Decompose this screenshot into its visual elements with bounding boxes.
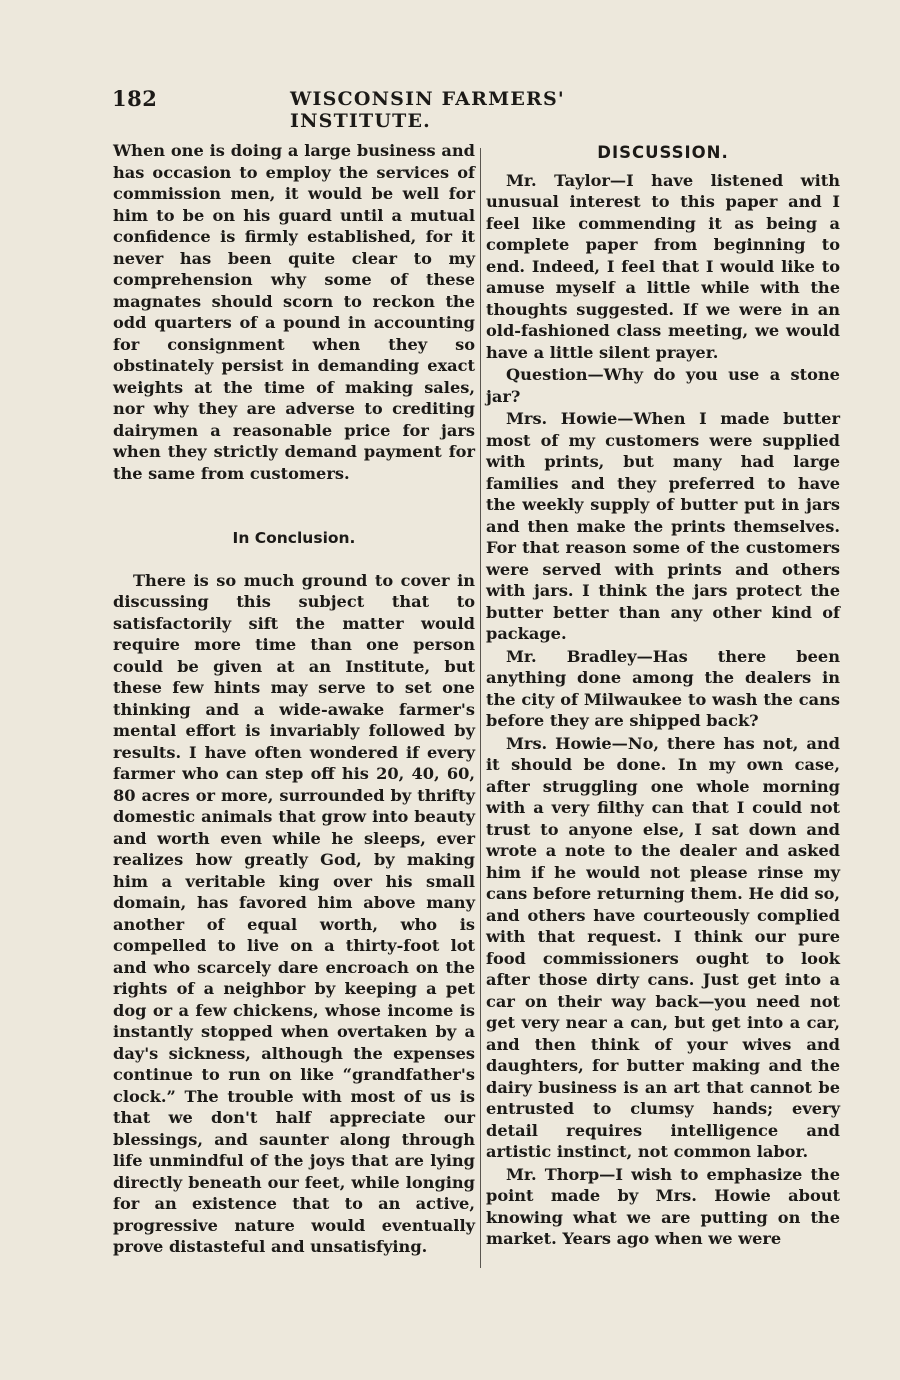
left-column [113, 140, 475, 1258]
page-number: 182 [112, 86, 158, 111]
page-header [112, 86, 672, 132]
discussion-heading: DISCUSSION. [597, 143, 729, 162]
discussion-paragraph: Mr. Taylor—I have listened with unusual interest to this paper and I feel like commending it as being a complete paper from beginning to end. Indeed, I feel that I would like to amuse myself a little while with the thoughts suggested. If we were in an old-fashioned class meeting, we would have a little silent prayer. [486, 170, 840, 362]
conclusion-paragraph: There is so much ground to cover in discussing this subject that to satisfactorily sift the matter would require more time than one person could be given at an Institute, but these few hints may serve to set one thinking and a wide-awake farmer's mental effort is invariably followed by results. I have often wondered if every farmer who can step off his 20, 40, 60, 80 acres or more, surrounded by thrifty domestic animals that grow into beauty and worth even while he sleeps, ever realizes how greatly God, by making him a veritable king over his small domain, has favored him above many another of equal worth, who is compelled to live on a thirty-foot lot and who scarcely dare encroach on the rights of a neighbor by keeping a pet dog or a few chickens, whose income is instantly stopped when overtaken by a day's sickness, although the expenses continue to run on like “grandfather's clock.” The trouble with most of us is that we don't half appreciate our blessings, and saunter along through life unmindful of the joys that are lying directly beneath our feet, while longing for an existence that to an active, progressive nature would eventually prove distasteful and unsatisfying. [113, 570, 475, 1256]
opening-paragraph: When one is doing a large business and has occasion to employ the services of commission men, it would be well for him to be on his guard until a mutual confidence is firmly established, for it never has been quite clear to my comprehension why some of these magnates should scorn to reckon the odd quarters of a pound in accounting for consignment when they so obstinately persist in demanding exact weights at the time of making sales, nor why they are adverse to crediting dairymen a reasonable price for jars when they strictly demand payment for the same from customers. [113, 141, 475, 483]
discussion-paragraph: Mrs. Howie—When I made butter most of my customers were supplied with prints, but many had large families and they preferred to have the weekly supply of butter put in jars and then make the prints themselves. For that reason some of the customers were served with prints and others with jars. I think the jars protect the butter better than any other kind of package. [486, 409, 840, 643]
column-divider [480, 148, 481, 1268]
discussion-paragraph: Mrs. Howie—No, there has not, and it should be done. In my own case, after struggling one whole morning with a very filthy can that I could not trust to anyone else, I sat down and wrote a note to the dealer and asked him if he would not please rinse my cans before returning them. He did so, and others have courteously complied with that request. I think our pure food commissioners ought to look after those dirty cans. Just get into a car on their way back—you need not get very near a can, but get into a car, and then think of your wives and daughters, for butter making and the dairy business is an art that cannot be entrusted to clumsy hands; every detail requires intelligence and artistic instinct, not common labor. [486, 733, 840, 1161]
discussion-paragraph: Question—Why do you use a stone jar? [486, 365, 840, 406]
discussion-paragraph: Mr. Thorp—I wish to emphasize the point made by Mrs. Howie about knowing what we are putting on the market. Years ago when we were [486, 1164, 840, 1248]
discussion-paragraph: Mr. Bradley—Has there been anything done among the dealers in the city of Milwaukee to wash the cans before they are shipped back? [486, 646, 840, 730]
running-title: WISCONSIN FARMERS' INSTITUTE. [290, 88, 565, 132]
right-column [486, 140, 840, 1251]
conclusion-heading: In Conclusion. [232, 529, 356, 547]
